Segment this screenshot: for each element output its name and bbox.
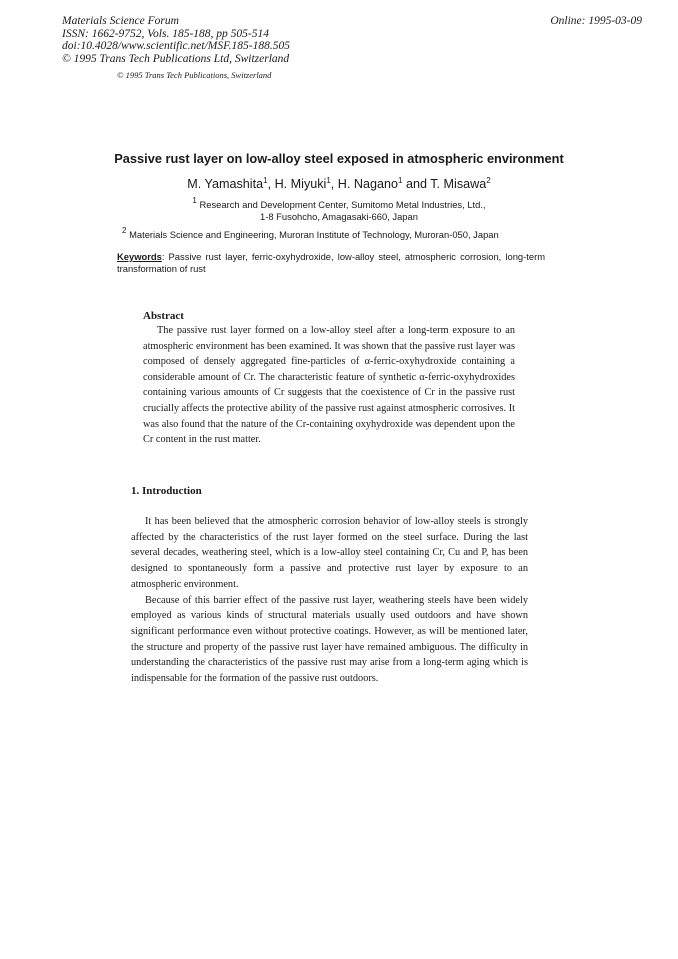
author-name: M. Yamashita	[187, 177, 264, 191]
affiliation-mark: 2	[122, 226, 127, 235]
journal-metadata	[62, 15, 290, 65]
author-name: H. Miyuki	[274, 177, 327, 191]
abstract-text: The passive rust layer formed on a low-alloy steel after a long-term exposure to an atmospheric environment has been examined. It was shown that the passive rust layer was composed of densely aggregated fine-particles of α-ferric-oxyhydroxide containing a considerable amount of Cr. The characteristic feature of synthetic α-ferric-oxyhydroxides containing various amounts of Cr suggests that the coexistence of Cr in the passive rust crucially affects the protective ability of the passive rust against atmospheric corrosives. It was also found that the nature of the Cr-containing oxyhydroxide was dependent upon the Cr content in the rust matter.	[143, 325, 515, 446]
author-separator: ,	[330, 177, 338, 191]
paragraph: It has been believed that the atmospheric corrosion behavior of low-alloy steels is strongly affected by the characteristics of the rust layer formed on the steel surface. During the last several decades, weathering steel, which is a low-alloy steel containing Cr, Cu and P, has been designed to spontaneously form a passive and protective rust layer by exposure to an atmospheric environment.	[131, 516, 528, 590]
author-affiliation-mark: 2	[486, 176, 491, 185]
keywords-text: : Passive rust layer, ferric-oxyhydroxide, low-alloy steel, atmospheric corrosion, long-term transformation of rust	[117, 251, 545, 275]
affiliation-text: Materials Science and Engineering, Muroran Institute of Technology, Muroran-050, Japan	[129, 229, 499, 240]
introduction-body	[131, 514, 528, 687]
affiliation-text: Research and Development Center, Sumitomo Metal Industries, Ltd.,	[199, 199, 486, 210]
abstract-heading: Abstract	[143, 310, 184, 322]
author-affiliation-mark: 1	[263, 176, 268, 185]
author-name: T. Misawa	[430, 177, 487, 191]
author-list	[0, 177, 678, 191]
keywords	[117, 251, 545, 275]
author-name: H. Nagano	[337, 177, 399, 191]
doi-line: doi:10.4028/www.scientific.net/MSF.185-188.505	[62, 40, 290, 53]
paragraph: Because of this barrier effect of the passive rust layer, weathering steels have been widely employed as various kinds of structural materials usually used outdoors and have shown significant performance even without protective coatings. However, as will be mentioned later, the structure and property of the passive rust layer have remained ambiguous. The difficulty in understanding the characteristics of the passive rust may arise from a long-term aging which is indispensable for the formation of the passive rust outdoors.	[131, 594, 528, 685]
online-date: Online: 1995-03-09	[550, 15, 642, 27]
author-affiliation-mark: 1	[326, 176, 331, 185]
journal-name: Materials Science Forum	[62, 15, 179, 27]
publisher-note: © 1995 Trans Tech Publications, Switzerland	[117, 70, 272, 80]
affiliation-1	[0, 196, 678, 224]
paper-title: Passive rust layer on low-alloy steel exposed in atmospheric environment	[114, 151, 564, 166]
keywords-label: Keywords	[117, 251, 162, 262]
issn-line: ISSN: 1662-9752, Vols. 185-188, pp 505-514	[62, 27, 269, 40]
copyright-line: © 1995 Trans Tech Publications Ltd, Switzerland	[62, 52, 290, 65]
author-separator: ,	[267, 177, 275, 191]
author-affiliation-mark: 1	[398, 176, 403, 185]
affiliation-address: 1-8 Fusohcho, Amagasaki-660, Japan	[260, 211, 418, 223]
affiliation-mark: 1	[192, 196, 197, 205]
introduction-heading: 1. Introduction	[131, 485, 202, 497]
author-separator: and	[402, 177, 431, 191]
affiliation-2	[122, 226, 499, 240]
